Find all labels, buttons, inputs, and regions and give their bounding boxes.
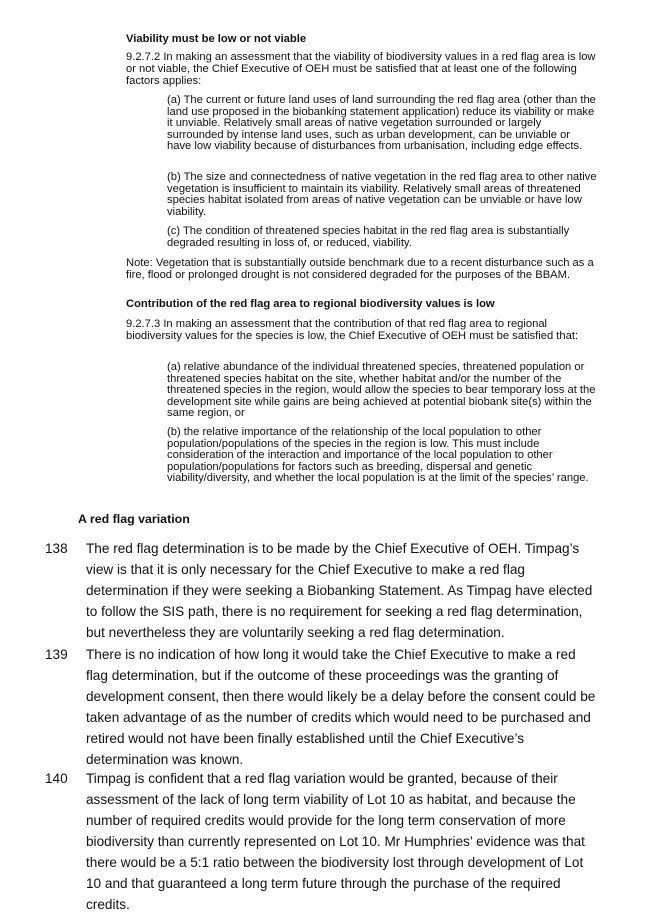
quote-para-9272: 9.2.7.2 In making an assessment that the viability of biodiversity values in a red flag area is low or not viable, the Chief Executive of OEH must be satisfied that at least one of the following factors applies:	[126, 51, 596, 88]
paragraph-number: 139	[45, 647, 68, 662]
quote-subpara-9272-c: (c) The condition of threatened species habitat in the red flag area is substantially degraded resulting in loss of, or reduced, viability.	[167, 225, 570, 249]
quote-heading-contribution: Contribution of the red flag area to regional biodiversity values is low	[126, 298, 495, 310]
paragraph-number: 140	[45, 771, 68, 786]
quote-subpara-9272-a: (a) The current or future land uses of land surrounding the red flag area (other than the land use proposed in the biobanking statement application) reduce its viability or make it unviable. Relatively small areas of native vegetation surrounded or largely surrounded by intense land uses, such as urban development, can be unviable or have low viability because of disturbances from urbanisation, including edge effects.	[167, 94, 596, 153]
paragraph-text: Timpag is confident that a red flag variation would be granted, because of their assessment of the lack of long term viability of Lot 10 as habitat, and because the number of required credits would provide for the long term conservation of more biodiversity than currently represented on Lot 10. Mr Humphries’ evidence was that there would be a 5:1 ratio between the biodiversity lost through development of Lot 10 and that guaranteed a long term future through the purchase of the required credits.	[86, 771, 585, 912]
quote-subpara-9272-b: (b) The size and connectedness of native vegetation in the red flag area to other native vegetation is insufficient to maintain its viability. Relatively small areas of threatened species habitat isolated from areas of native vegetation can be unviable or have low viability.	[167, 171, 597, 218]
quote-para-9273: 9.2.7.3 In making an assessment that the contribution of that red flag area to regional biodiversity values for the species is low, the Chief Executive of OEH must be satisfied that:	[126, 318, 579, 343]
paragraph-text: The red flag determination is to be made by the Chief Executive of OEH. Timpag’s view is that it is only necessary for the Chief Executive to make a red flag determination if they were seeking a Biobanking Statement. As Timpag have elected to follow the SIS path, there is no requirement for seeking a red flag determination, but nevertheless they are voluntarily seeking a red flag determination.	[86, 541, 593, 640]
paragraph-text: There is no indication of how long it would take the Chief Executive to make a red flag determination, but if the outcome of these proceedings was the granting of development consent, then there would likely be a delay before the consent could be taken advantage of as the number of credits which would need to be purchased and retired would not have been finally established until the Chief Executive’s determination was known.	[86, 647, 596, 767]
quote-heading-viability: Viability must be low or not viable	[126, 33, 307, 45]
paragraph-number: 138	[45, 541, 68, 556]
quote-note: Note: Vegetation that is substantially outside benchmark due to a recent disturbance such as a fire, flood or prolonged drought is not considered degraded for the purposes of the BBAM.	[126, 257, 594, 282]
quote-subpara-9273-b: (b) the relative importance of the relationship of the local population to other population/populations of the species in the region is low. This must include consideration of the interaction and importance of the local population to other population/populations for factors such as breeding, dispersal and genetic viability/diversity, and whether the local population is at the limit of the species’ range.	[167, 426, 589, 485]
quote-subpara-9273-a: (a) relative abundance of the individual threatened species, threatened population or threatened species habitat on the site, whether habitat and/or the number of the threatened species in the region, would allow the species to bear temporary loss at the development site while gains are being achieved at potential biobank site(s) within the same region, or	[167, 361, 596, 420]
section-heading: A red flag variation	[78, 512, 190, 526]
